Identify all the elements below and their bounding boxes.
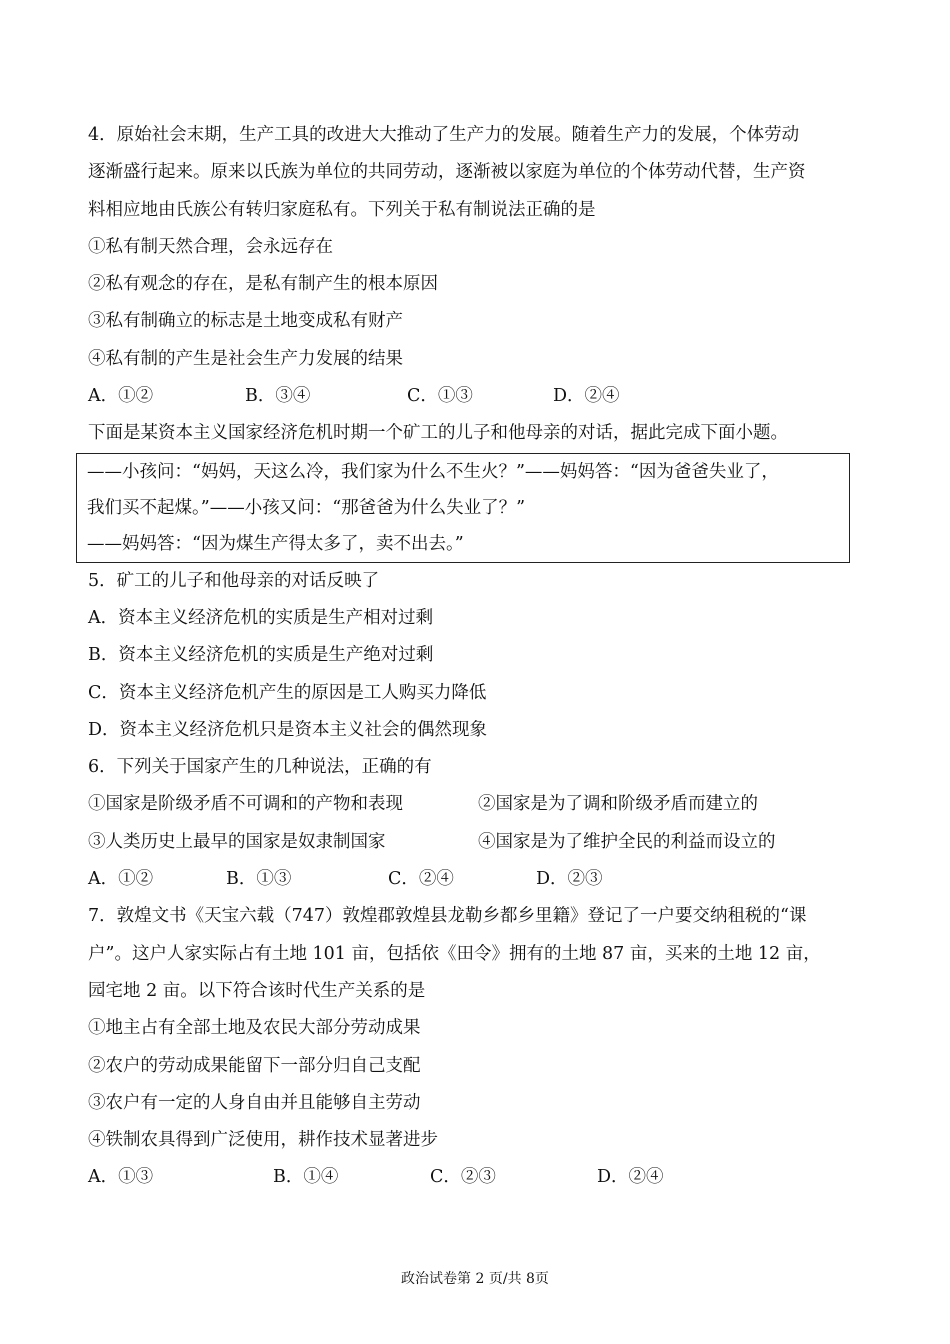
q7-item-3: ③农户有一定的人身自由并且能够自主劳动 [88, 1092, 421, 1113]
page-footer: 政治试卷第 2 页/共 8页 [401, 1271, 549, 1287]
material-intro: 下面是某资本主义国家经济危机时期一个矿工的儿子和他母亲的对话，据此完成下面小题。 [88, 423, 788, 444]
q4-item-4: ④私有制的产生是社会生产力发展的结果 [88, 348, 403, 369]
q6-option-d[interactable]: D．②③ [536, 869, 603, 890]
q7-item-4: ④铁制农具得到广泛使用，耕作技术显著进步 [88, 1130, 438, 1151]
q6-item-3: ③人类历史上最早的国家是奴隶制国家 [88, 831, 386, 852]
q4-stem-line-2: 逐渐盛行起来。原来以氏族为单位的共同劳动，逐渐被以家庭为单位的个体劳动代替，生产资 [88, 162, 806, 183]
q6-option-b[interactable]: B．①③ [226, 869, 292, 890]
exam-page [88, 117, 868, 1197]
q4-item-2: ②私有观念的存在，是私有制产生的根本原因 [88, 274, 438, 295]
q6-options [88, 861, 868, 898]
q6-stem: 6．下列关于国家产生的几种说法，正确的有 [88, 757, 432, 778]
q7-option-d[interactable]: D．②④ [597, 1167, 664, 1188]
q6-item-4: ④国家是为了维护全民的利益而设立的 [478, 831, 776, 852]
q6-option-c[interactable]: C．②④ [388, 869, 454, 890]
q6-item-2: ②国家是为了调和阶级矛盾而建立的 [478, 794, 758, 815]
q7-options [88, 1159, 868, 1196]
q4-option-b[interactable]: B．③④ [245, 386, 311, 407]
dialogue-line-1: ——小孩问：“妈妈，天这么冷，我们家为什么不生火？”——妈妈答：“因为爸爸失业了， [87, 461, 779, 482]
dialogue-line-2: 我们买不起煤。”——小孩又问：“那爸爸为什么失业了？” [87, 497, 526, 518]
q4-stem-line-3: 料相应地由氏族公有转归家庭私有。下列关于私有制说法正确的是 [88, 199, 596, 220]
q6-item-1: ①国家是阶级矛盾不可调和的产物和表现 [88, 794, 403, 815]
q7-option-b[interactable]: B．①④ [273, 1167, 339, 1188]
dialogue-box [76, 453, 850, 563]
q7-item-2: ②农户的劳动成果能留下一部分归自己支配 [88, 1055, 421, 1076]
q4-item-3: ③私有制确立的标志是土地变成私有财产 [88, 311, 403, 332]
q5-stem: 5．矿工的儿子和他母亲的对话反映了 [88, 570, 380, 591]
q4-option-a[interactable]: A．①② [88, 386, 154, 407]
q6-items-row-1 [88, 786, 868, 823]
dialogue-line-3: ——妈妈答：“因为煤生产得太多了，卖不出去。” [87, 533, 464, 554]
q7-option-c[interactable]: C．②③ [430, 1167, 496, 1188]
q7-item-1: ①地主占有全部土地及农民大部分劳动成果 [88, 1018, 421, 1039]
q5-option-c[interactable]: C．资本主义经济危机产生的原因是工人购买力降低 [88, 682, 487, 703]
q7-option-a[interactable]: A．①③ [88, 1167, 154, 1188]
q5-option-a[interactable]: A．资本主义经济危机的实质是生产相对过剩 [88, 607, 434, 628]
q6-items-row-2 [88, 824, 868, 861]
q6-option-a[interactable]: A．①② [88, 869, 154, 890]
q4-item-1: ①私有制天然合理，会永远存在 [88, 236, 333, 257]
q7-stem-line-3: 园宅地 2 亩。以下符合该时代生产关系的是 [88, 980, 426, 1001]
q7-stem-line-2: 户”。这户人家实际占有土地 101 亩，包括依《田令》拥有的土地 87 亩，买来的土地 12 亩， [88, 943, 821, 964]
q5-option-d[interactable]: D．资本主义经济危机只是资本主义社会的偶然现象 [88, 719, 488, 740]
q4-stem-line-1: 4．原始社会末期，生产工具的改进大大推动了生产力的发展。随着生产力的发展，个体劳动 [88, 125, 800, 145]
q4-option-c[interactable]: C．①③ [407, 386, 473, 407]
q7-stem-line-1: 7．敦煌文书《天宝六载（747）敦煌郡敦煌县龙勒乡都乡里籍》登记了一户要交纳租税的“课 [88, 906, 807, 927]
q4-options [88, 378, 868, 415]
q4-option-d[interactable]: D．②④ [553, 386, 620, 407]
q5-option-b[interactable]: B．资本主义经济危机的实质是生产绝对过剩 [88, 645, 434, 666]
